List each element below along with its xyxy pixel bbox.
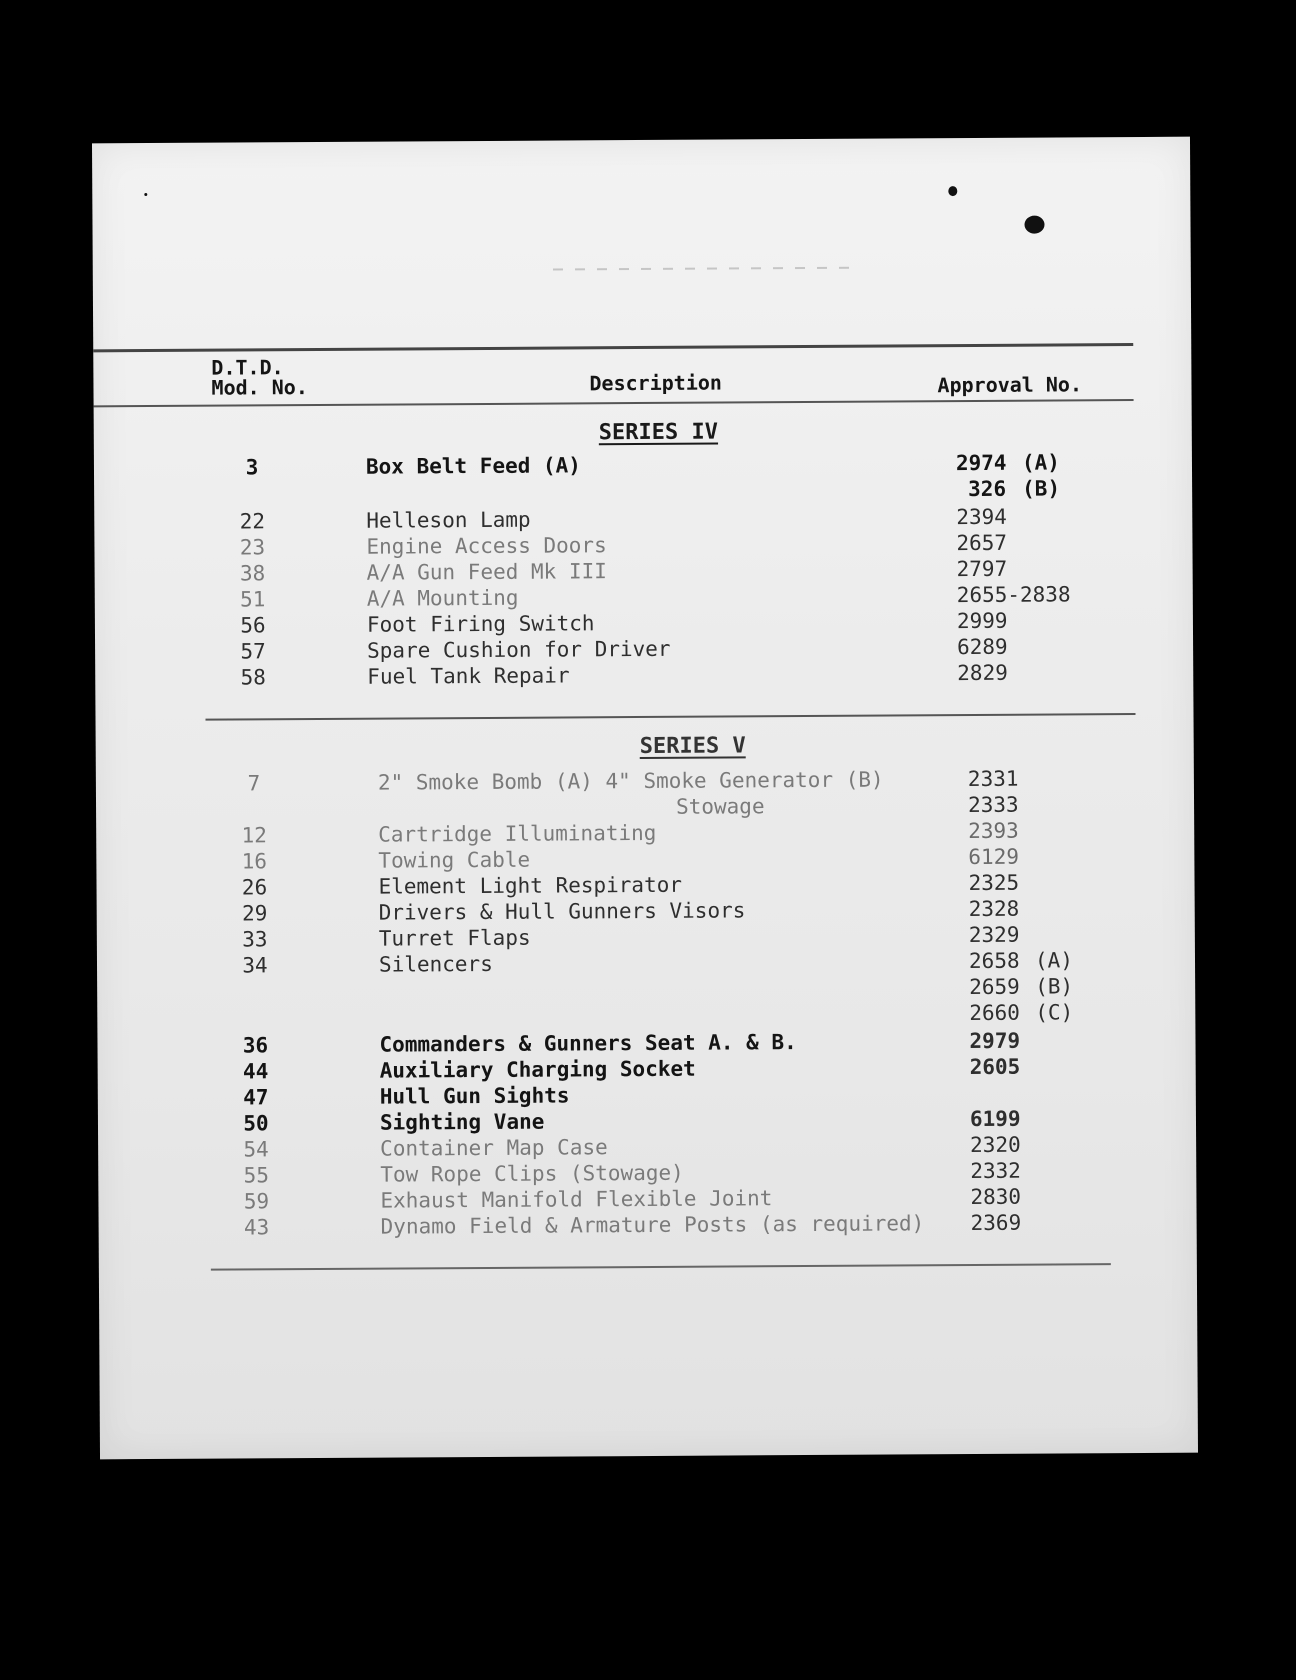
approval-number: 2655-2838 [956,582,1071,608]
mod-number: 36 [242,1033,269,1058]
mod-number: 47 [243,1085,269,1110]
mod-number: 23 [239,535,266,560]
mod-number: 59 [243,1189,270,1214]
description: Helleson Lamp [366,507,531,533]
description: Stowage [675,794,765,819]
approval-number: 2659 [969,974,1020,1000]
mod-number: 12 [241,823,267,848]
header-bottom-rule [94,399,1134,407]
description: Hull Gun Sights [379,1083,570,1109]
mod-number: 50 [243,1111,269,1136]
series-iv-title: SERIES IV [598,419,719,446]
approval-number: 2660 [969,1000,1020,1026]
description: Auxiliary Charging Socket [379,1056,696,1083]
approval-suffix: (B) [1035,974,1074,999]
table-row [94,475,1192,508]
description: Silencers [378,951,493,977]
approval-number: 2830 [970,1184,1022,1210]
document-page [92,137,1198,1460]
mod-number: 43 [243,1215,270,1240]
mod-number: 44 [242,1059,269,1084]
description: Drivers & Hull Gunners Visors [378,898,746,925]
description: Foot Firing Switch [366,611,595,637]
approval-suffix: (A) [1034,948,1074,973]
header-top-rule [93,343,1133,352]
description: Box Belt Feed (A) [365,453,581,479]
mod-number: 51 [240,587,266,612]
mod-number: 29 [241,901,268,926]
approval-number: 2999 [956,608,1008,634]
approval-number: 2829 [957,660,1008,686]
description: Exhaust Manifold Flexible Joint [380,1186,773,1213]
header-mod-no-line2: Mod. No. [211,375,308,400]
approval-number: 2979 [969,1028,1021,1054]
description: 2" Smoke Bomb (A) 4" Smoke Generator (B) [377,767,884,795]
mod-number: 38 [239,561,266,586]
mod-number: 58 [240,665,266,690]
table-row [99,1209,1197,1242]
series-divider [206,713,1136,721]
header-mod-no-line1: D.T.D. [211,355,284,380]
description: A/A Gun Feed Mk III [366,559,607,585]
approval-suffix: (C) [1035,1000,1074,1025]
mod-number: 16 [241,849,268,874]
mod-number: 22 [239,509,266,534]
description: Tow Rope Clips (Stowage) [380,1160,684,1187]
approval-number: 2974 [955,450,1007,476]
header-approval-no: Approval No. [937,372,1083,398]
approval-number: 2605 [969,1054,1021,1080]
mod-number: 33 [242,927,268,952]
mod-number: 57 [240,639,266,664]
description: Container Map Case [380,1135,608,1161]
approval-number: 2329 [968,922,1020,948]
approval-number: 2332 [970,1158,1021,1184]
description: Commanders & Gunners Seat A. & B. [379,1030,797,1057]
approval-number: 2797 [956,556,1008,582]
approval-number: 2657 [956,530,1008,556]
ink-blot [1024,216,1044,234]
approval-number: 2658 [968,948,1020,974]
approval-suffix: (A) [1021,450,1060,475]
description: Sighting Vane [379,1109,545,1135]
approval-number: 326 [968,476,1007,502]
mod-number: 7 [247,771,261,796]
approval-number: 6199 [969,1106,1021,1132]
approval-number: 2393 [968,818,1019,844]
approval-number: 2320 [970,1132,1021,1158]
description: Cartridge Illuminating [378,820,657,847]
approval-suffix: (B) [1022,476,1061,501]
approval-number: 2369 [970,1210,1022,1236]
description: Turret Flaps [378,925,531,951]
description: A/A Mounting [366,585,519,611]
approval-number: 2333 [967,792,1019,818]
mod-number: 54 [243,1137,269,1162]
table-row [95,659,1193,692]
mod-number: 34 [242,953,268,978]
description: Spare Cushion for Driver [367,636,671,663]
mod-number: 3 [245,455,259,480]
approval-number: 2325 [968,870,1020,896]
mod-number: 56 [240,613,266,638]
ink-speck [948,186,957,196]
description: Fuel Tank Repair [367,663,570,689]
ink-speck [144,193,147,196]
description: Engine Access Doors [366,533,607,559]
header-description: Description [589,370,722,396]
faint-top-marks [553,267,853,271]
mod-number: 55 [243,1163,270,1188]
approval-number: 6129 [968,844,1020,870]
approval-number: 2331 [967,766,1019,792]
table-row [97,999,1195,1032]
bottom-divider [211,1263,1111,1270]
mod-number: 26 [241,875,268,900]
approval-number: 2394 [956,504,1007,530]
approval-number: 2328 [968,896,1020,922]
description: Element Light Respirator [378,872,683,899]
description: Dynamo Field & Armature Posts (as required) [380,1211,925,1239]
description: Towing Cable [378,847,531,873]
approval-number: 6289 [957,634,1008,660]
series-v-title: SERIES V [639,733,746,760]
